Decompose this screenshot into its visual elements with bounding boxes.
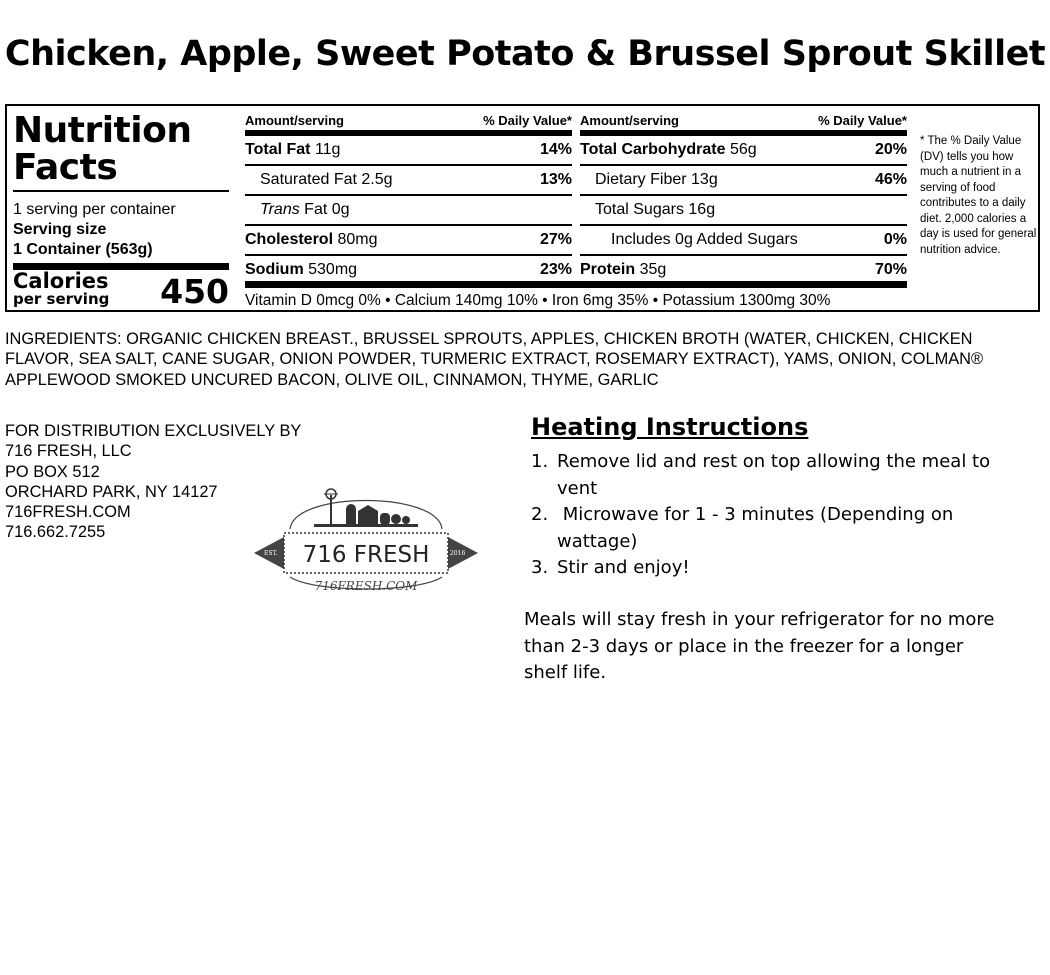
nutrient-row — [245, 256, 572, 284]
nutrient-row — [580, 166, 907, 196]
vitamins-minerals: Vitamin D 0mcg 0% • Calcium 140mg 10% • Iron 6mg 35% • Potassium 1300mg 30% — [245, 281, 907, 310]
distributor-website: 716FRESH.COM — [5, 503, 131, 522]
ingredients-text: INGREDIENTS: ORGANIC CHICKEN BREAST., BRUSSEL SPROUTS, APPLES, CHICKEN BROTH (WATER, CHICKEN, CHICKEN FLAVOR, SEA SALT, CANE SUGAR, ONION POWDER, TURMERIC EXTRACT, ROSEMARY EXTRACT), YAMS, ONION, COLMAN® APPLEWOOD SMOKED UNCURED BACON, OLIVE OIL, CINNAMON, THYME, GARLIC — [5, 330, 984, 389]
calories-label: Calories — [13, 269, 109, 293]
nutrient-row — [580, 136, 907, 166]
nutrient-amount: 11g — [314, 141, 341, 158]
nutrient-row — [580, 256, 907, 284]
nutrient-column-right — [580, 112, 907, 284]
heating-step — [531, 555, 1001, 582]
nutrient-name: Protein — [580, 261, 636, 278]
step-number: 3. — [531, 557, 549, 578]
farm-logo-icon — [254, 483, 478, 598]
heating-step — [531, 449, 1001, 502]
nutrient-name-suffix: Fat — [304, 201, 328, 218]
nutrition-heading — [13, 112, 229, 186]
dv-header: % Daily Value* — [483, 113, 572, 128]
nutrition-facts-panel — [5, 104, 1040, 312]
daily-value-footnote: * The % Daily Value (DV) tells you how much a nutrient in a serving of food contributes to a daily diet. 2,000 calories a day is used for general nutrition advice. — [920, 135, 1037, 256]
nutrient-amount: 13g — [691, 171, 718, 188]
nutrient-row — [245, 196, 572, 226]
nutrient-amount: 56g — [729, 141, 757, 158]
step-number: 2. — [531, 504, 549, 525]
nutrient-amount: 2.5g — [361, 171, 393, 188]
nutrient-dv: 0% — [883, 231, 907, 248]
storage-note: Meals will stay fresh in your refrigerator for no more than 2-3 days or place in the freezer for a longer shelf life. — [524, 609, 995, 683]
logo-url: 716FRESH.COM — [314, 579, 418, 593]
nutrient-name: Cholesterol — [245, 231, 334, 248]
servings-block — [13, 190, 229, 260]
nutrient-name: Dietary Fiber — [595, 171, 687, 188]
distributor-phone: 716.662.7255 — [5, 523, 106, 542]
heating-step — [531, 502, 1001, 555]
distributor-name: 716 FRESH, LLC — [5, 442, 132, 461]
nutrient-amount: 0g — [331, 201, 350, 218]
amount-header: Amount/serving — [245, 113, 344, 128]
calories-row — [13, 270, 229, 314]
nutrient-row — [245, 166, 572, 196]
nutrient-amount: 35g — [639, 261, 667, 278]
nutrient-row — [580, 226, 907, 256]
logo-year: 2016 — [450, 550, 466, 557]
heating-instructions-title: Heating Instructions — [531, 413, 809, 441]
servings-per-container: 1 serving per container — [13, 201, 176, 218]
serving-size-value: 1 Container (563g) — [13, 241, 153, 258]
nutrient-dv: 20% — [874, 141, 907, 158]
logo-est: EST. — [264, 550, 278, 557]
nutrient-amount: 80mg — [337, 231, 378, 248]
nutrient-row — [580, 196, 907, 226]
nutrient-dv: 14% — [539, 141, 572, 158]
column-header — [580, 112, 907, 136]
step-text: Remove lid and rest on top allowing the meal to vent — [557, 451, 991, 499]
nutrient-name: Trans — [260, 201, 300, 218]
nutrient-dv: 46% — [874, 171, 907, 188]
step-text: Stir and enjoy! — [557, 557, 690, 578]
nutrient-name: Saturated Fat — [260, 171, 357, 188]
nutrient-dv: 70% — [874, 261, 907, 278]
nutrient-name: Includes 0g Added Sugars — [611, 231, 798, 248]
nutrient-row — [245, 136, 572, 166]
calories-block — [13, 263, 229, 314]
nutrient-column-left — [245, 112, 572, 284]
nutrition-summary — [13, 112, 229, 314]
nutrient-dv: 13% — [539, 171, 572, 188]
nutrient-name: Total Fat — [245, 141, 311, 158]
nutrient-name: Total Sugars — [595, 201, 684, 218]
nutrient-amount: 530mg — [308, 261, 358, 278]
calories-value: 450 — [160, 272, 229, 311]
brand-logo — [254, 483, 478, 598]
nutrient-amount: 16g — [688, 201, 716, 218]
nutrient-row — [245, 226, 572, 256]
nutrition-heading-line1: Nutrition — [13, 110, 192, 151]
nutrition-heading-line2: Facts — [13, 147, 118, 188]
distributor-city: ORCHARD PARK, NY 14127 — [5, 482, 218, 501]
step-text: Microwave for 1 - 3 minutes (Depending on wattage) — [557, 504, 960, 552]
nutrient-dv: 27% — [539, 231, 572, 248]
distributor-pobox: PO BOX 512 — [5, 462, 100, 481]
nutrient-dv: 23% — [539, 261, 572, 278]
serving-size-label: Serving size — [13, 221, 107, 238]
calories-sub-label: per serving — [13, 290, 110, 308]
product-title: Chicken, Apple, Sweet Potato & Brussel Sprout Skillet — [4, 34, 1046, 74]
dv-header: % Daily Value* — [818, 113, 907, 128]
heating-steps — [531, 449, 1001, 582]
amount-header: Amount/serving — [580, 113, 679, 128]
logo-text: 716 FRESH — [302, 542, 430, 568]
column-header — [245, 112, 572, 136]
step-number: 1. — [531, 451, 549, 472]
distributor-line: FOR DISTRIBUTION EXCLUSIVELY BY — [5, 422, 302, 440]
nutrient-name: Total Carbohydrate — [580, 141, 726, 158]
nutrient-name: Sodium — [245, 261, 304, 278]
